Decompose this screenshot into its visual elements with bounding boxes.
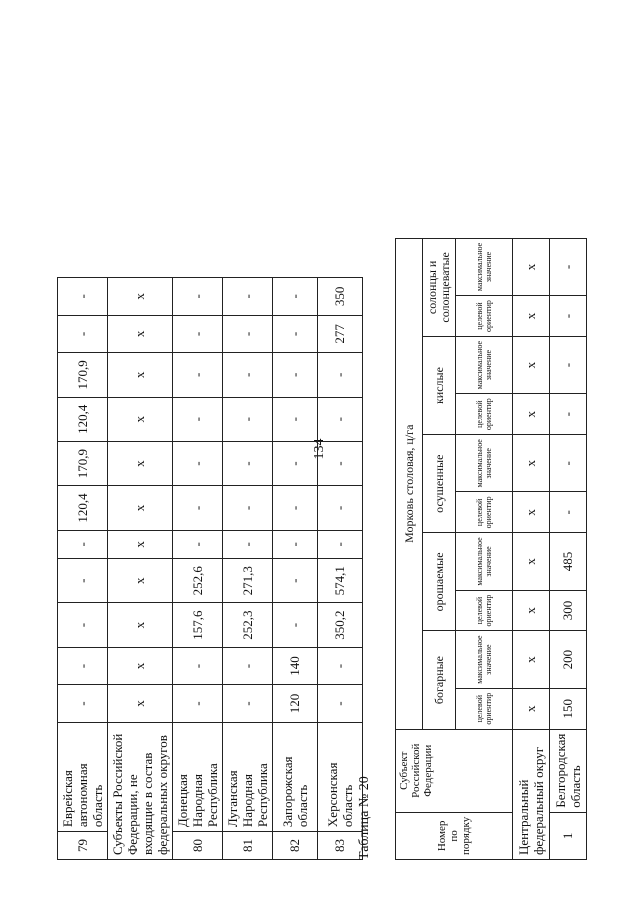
value-cell: - <box>273 278 318 316</box>
header-target: целевой ориентир <box>456 296 513 337</box>
value-cell: x <box>513 394 550 435</box>
table-row <box>550 238 587 859</box>
region-name: Херсонская область <box>318 722 363 831</box>
value-cell: 170,9 <box>58 353 108 397</box>
upper-table <box>57 277 363 860</box>
value-cell: x <box>108 278 173 316</box>
value-cell: - <box>550 296 587 337</box>
value-cell: 252,3 <box>223 603 273 647</box>
header-target: целевой ориентир <box>456 688 513 729</box>
header-group: осушенные <box>423 435 456 533</box>
value-cell: - <box>58 685 108 723</box>
region-name: Запорожская область <box>273 722 318 831</box>
value-cell: - <box>223 647 273 685</box>
value-cell: - <box>550 435 587 492</box>
region-name: Белгородская область <box>550 729 587 812</box>
value-cell: 350 <box>318 278 363 316</box>
value-cell: 300 <box>550 590 587 631</box>
region-name: Луганская Народная Республика <box>223 722 273 831</box>
table-row <box>513 238 550 859</box>
value-cell: - <box>223 397 273 441</box>
value-cell: 574,1 <box>318 559 363 603</box>
value-cell: - <box>173 278 223 316</box>
value-cell: - <box>173 441 223 485</box>
value-cell: - <box>550 336 587 393</box>
table-row <box>173 278 223 860</box>
value-cell: x <box>513 336 550 393</box>
header-subject: Субъект Российской Федерации <box>396 729 513 812</box>
value-cell: - <box>273 315 318 353</box>
value-cell: x <box>513 688 550 729</box>
row-number: 81 <box>223 832 273 860</box>
value-cell: x <box>108 559 173 603</box>
value-cell: x <box>108 603 173 647</box>
region-name: Донецкая Народная Республика <box>173 722 223 831</box>
row-number: 79 <box>58 832 108 860</box>
upper-table-body <box>58 278 363 860</box>
value-cell: 252,6 <box>173 559 223 603</box>
upper-table-wrapper <box>57 277 363 860</box>
value-cell: 120 <box>273 685 318 723</box>
value-cell: 485 <box>550 533 587 590</box>
value-cell: 150 <box>550 688 587 729</box>
table-row <box>223 278 273 860</box>
value-cell: - <box>273 603 318 647</box>
value-cell: - <box>273 353 318 397</box>
value-cell: - <box>223 315 273 353</box>
value-cell: x <box>513 533 550 590</box>
table-row <box>58 278 108 860</box>
value-cell: - <box>173 685 223 723</box>
value-cell: - <box>273 559 318 603</box>
value-cell: - <box>223 530 273 558</box>
header-group: богарные <box>423 631 456 729</box>
header-target: целевой ориентир <box>456 394 513 435</box>
page-number: 134 <box>312 438 327 460</box>
value-cell: - <box>173 530 223 558</box>
header-group: солонцы и солонцеватые <box>423 238 456 336</box>
header-max: максимальное значение <box>456 631 513 688</box>
value-cell: - <box>173 397 223 441</box>
value-cell: x <box>513 238 550 295</box>
value-cell: 200 <box>550 631 587 688</box>
value-cell: x <box>108 647 173 685</box>
value-cell: x <box>513 296 550 337</box>
value-cell: 120,4 <box>58 397 108 441</box>
table-row <box>318 278 363 860</box>
value-cell: 170,9 <box>58 441 108 485</box>
region-name: Еврейская автономная область <box>58 722 108 831</box>
header-max: максимальное значение <box>456 435 513 492</box>
lower-table-body <box>513 238 587 859</box>
value-cell: - <box>58 278 108 316</box>
table-caption: Таблица № 20 <box>357 776 372 860</box>
value-cell: - <box>173 353 223 397</box>
table-row <box>108 278 173 860</box>
value-cell: x <box>513 631 550 688</box>
value-cell: - <box>223 278 273 316</box>
row-number: 80 <box>173 832 223 860</box>
value-cell: 140 <box>273 647 318 685</box>
value-cell: 120,4 <box>58 486 108 530</box>
value-cell: - <box>173 486 223 530</box>
value-cell: - <box>223 441 273 485</box>
row-number: 1 <box>550 812 587 859</box>
row-number: 83 <box>318 832 363 860</box>
header-max: максимальное значение <box>456 238 513 295</box>
value-cell: x <box>108 353 173 397</box>
region-name: Центральный федеральный округ <box>513 729 550 859</box>
row-number: 82 <box>273 832 318 860</box>
value-cell: x <box>513 435 550 492</box>
value-cell: - <box>223 486 273 530</box>
header-number: Номер по порядку <box>396 812 513 859</box>
value-cell: - <box>58 647 108 685</box>
value-cell: x <box>108 530 173 558</box>
value-cell: x <box>108 315 173 353</box>
table-row <box>273 278 318 860</box>
value-cell: 271,3 <box>223 559 273 603</box>
value-cell: - <box>550 238 587 295</box>
header-crop: Морковь столовая, ц/га <box>396 238 423 729</box>
value-cell: - <box>58 530 108 558</box>
header-target: целевой ориентир <box>456 590 513 631</box>
lower-table-wrapper <box>395 238 587 860</box>
value-cell: - <box>273 486 318 530</box>
value-cell: - <box>173 315 223 353</box>
value-cell: x <box>108 397 173 441</box>
value-cell: x <box>513 590 550 631</box>
value-cell: - <box>318 647 363 685</box>
value-cell: - <box>550 492 587 533</box>
value-cell: - <box>318 486 363 530</box>
value-cell: - <box>223 685 273 723</box>
value-cell: x <box>108 486 173 530</box>
value-cell: 277 <box>318 315 363 353</box>
lower-table <box>395 238 587 860</box>
value-cell: - <box>173 647 223 685</box>
value-cell: - <box>550 394 587 435</box>
header-group: кислые <box>423 336 456 434</box>
value-cell: - <box>273 441 318 485</box>
value-cell: 350,2 <box>318 603 363 647</box>
value-cell: x <box>108 685 173 723</box>
value-cell: - <box>318 441 363 485</box>
value-cell: - <box>318 530 363 558</box>
value-cell: - <box>318 353 363 397</box>
value-cell: - <box>58 559 108 603</box>
value-cell: - <box>318 397 363 441</box>
lower-table-head <box>396 238 513 859</box>
value-cell: - <box>223 353 273 397</box>
value-cell: 157,6 <box>173 603 223 647</box>
header-group: орошаемые <box>423 533 456 631</box>
value-cell: x <box>108 441 173 485</box>
value-cell: - <box>318 685 363 723</box>
header-max: максимальное значение <box>456 533 513 590</box>
value-cell: - <box>58 315 108 353</box>
region-name: Субъекты Российской Федерации, не входящие в состав федеральных округов <box>108 722 173 859</box>
header-max: максимальное значение <box>456 336 513 393</box>
header-target: целевой ориентир <box>456 492 513 533</box>
value-cell: - <box>58 603 108 647</box>
value-cell: x <box>513 492 550 533</box>
value-cell: - <box>273 530 318 558</box>
value-cell: - <box>273 397 318 441</box>
